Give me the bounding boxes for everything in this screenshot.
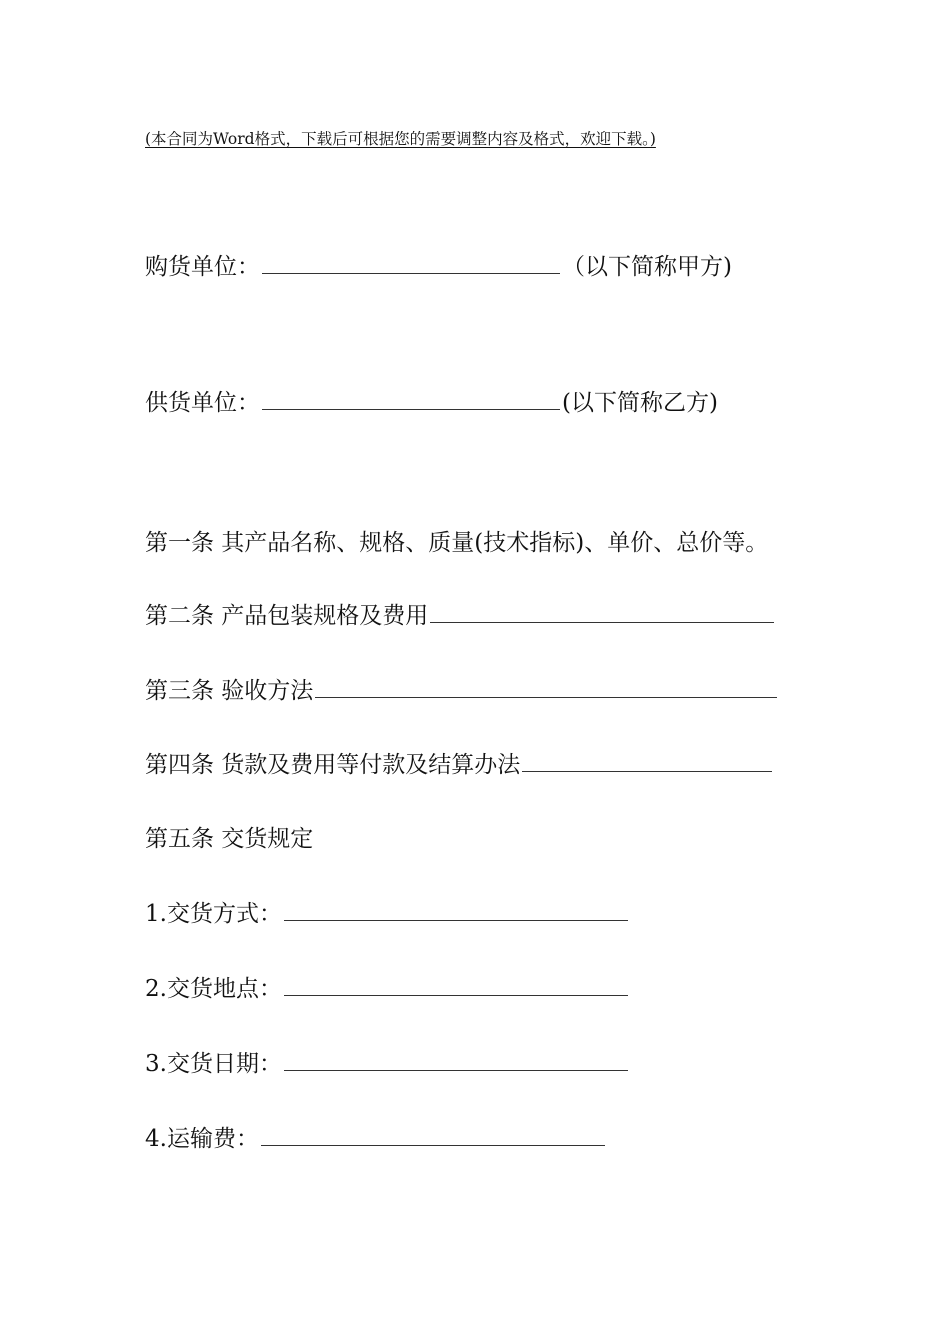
format-notice: (本合同为Word格式，下载后可根据您的需要调整内容及格式，欢迎下载。) <box>145 130 656 148</box>
clause-4-blank[interactable] <box>522 751 772 772</box>
clause-1-text: 第一条 其产品名称、规格、质量(技术指标)、单价、总价等。 <box>145 530 769 556</box>
delivery-item-3-label: 3.交货日期： <box>145 1051 282 1077</box>
clause-3 <box>145 676 779 706</box>
delivery-item-4-label: 4.运输费： <box>145 1126 259 1152</box>
clause-1 <box>145 528 768 558</box>
clause-5-text: 第五条 交货规定 <box>145 826 314 852</box>
clause-5 <box>145 824 313 854</box>
clause-3-blank[interactable] <box>315 677 777 698</box>
delivery-item-3 <box>145 1049 630 1079</box>
delivery-item-2-label: 2.交货地点： <box>145 976 282 1002</box>
clause-2-blank[interactable] <box>430 602 774 623</box>
supplier-label: 供货单位： <box>145 390 260 416</box>
clause-2 <box>145 601 776 631</box>
clause-4 <box>145 750 774 780</box>
delivery-item-1 <box>145 899 630 929</box>
delivery-item-3-blank[interactable] <box>284 1050 628 1071</box>
buyer-blank[interactable] <box>262 253 560 274</box>
delivery-item-2-blank[interactable] <box>284 975 628 996</box>
delivery-item-1-blank[interactable] <box>284 900 628 921</box>
supplier-suffix: (以下简称乙方) <box>562 390 718 416</box>
buyer-line <box>145 252 732 282</box>
clause-4-text: 第四条 货款及费用等付款及结算办法 <box>145 752 521 778</box>
delivery-item-1-label: 1.交货方式： <box>145 901 282 927</box>
clause-3-text: 第三条 验收方法 <box>145 678 314 704</box>
supplier-line <box>145 388 718 418</box>
clause-2-text: 第二条 产品包装规格及费用 <box>145 603 429 629</box>
supplier-blank[interactable] <box>262 389 560 410</box>
buyer-label: 购货单位： <box>145 254 260 280</box>
delivery-item-4-blank[interactable] <box>261 1125 605 1146</box>
delivery-item-2 <box>145 974 630 1004</box>
delivery-item-4 <box>145 1124 607 1154</box>
buyer-suffix: （以下简称甲方) <box>562 254 732 280</box>
